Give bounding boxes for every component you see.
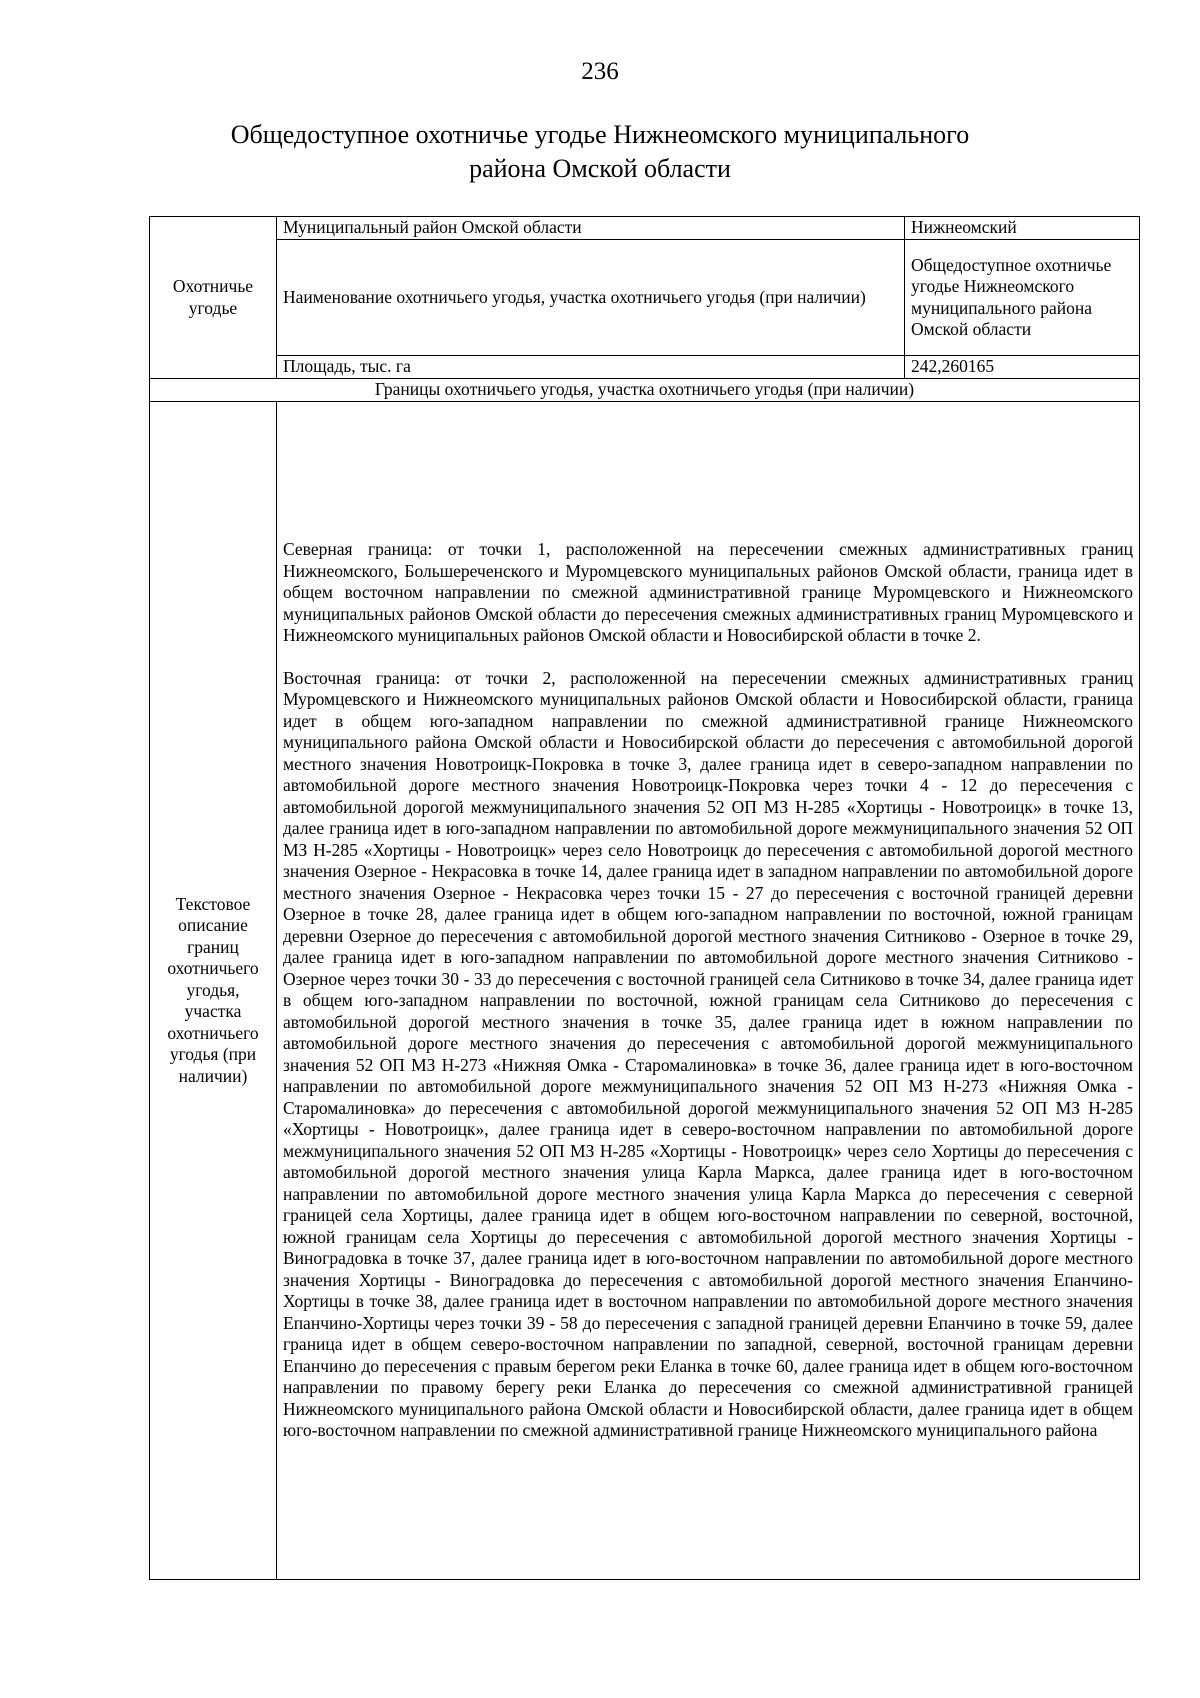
hunting-ground-label-cell: Охотничье угодье xyxy=(150,217,277,379)
table-row xyxy=(150,379,1140,402)
description-label-cell: Текстовое описание границ охотничьего угодья, участка охотничьего угодья (при наличии) xyxy=(150,402,277,1580)
document-title-line-2: района Омской области xyxy=(469,154,731,183)
northern-boundary-text: Северная граница: от точки 1, расположенной на пересечении смежных административных границ Нижнеомского, Большереченского и Муромцевского муниципальных районов Омской области, граница идет в общем восточном направлении по смежной административной границе Муромцевского и Нижнеомского муниципальных районов Омской области до пересечения смежных административных границ Муромцевского и Нижнеомского муниципальных районов Омской области и Новосибирской области в точке 2. xyxy=(283,539,1133,646)
page-number: 236 xyxy=(581,58,619,85)
district-value: Нижнеомский xyxy=(905,217,1140,240)
document-title xyxy=(0,118,1200,186)
district-label: Муниципальный район Омской области xyxy=(277,217,905,240)
eastern-boundary-text: Восточная граница: от точки 2, расположенной на пересечении смежных административных границ Муромцевского и Нижнеомского муниципальных районов Омской области и Новосибирской области, граница идет в общем юго-западном направлении по смежной административной границе Нижнеомского муниципального района Омской области и Новосибирской области до пересечения с автомобильной дорогой местного значения Новотроицк-Покровка в точке 3, далее граница идет в северо-западном направлении по автомобильной дороге местного значения Новотроицк-Покровка через точки 4 - 12 до пересечения с автомобильной дорогой межмуниципального значения 52 ОП МЗ Н-285 «Хортицы - Новотроицк» в точке 13, далее граница идет в юго-западном направлении по автомобильной дороге межмуниципального значения 52 ОП МЗ Н-285 «Хортицы - Новотроицк» через село Новотроицк до пересечения с автомобильной дорогой местного значения Озерное - Некрасовка в точке 14, далее граница идет в западном направлении по автомобильной дороге местного значения Озерное - Некрасовка через точки 15 - 27 до пересечения с восточной границей деревни Озерное в точке 28, далее граница идет в общем юго-западном направлении по восточной, южной границам деревни Озерное до пересечения с автомобильной дорогой местного значения Ситниково - Озерное в точке 29, далее граница идет в юго-западном направлении по автомобильной дороге местного значения Ситниково - Озерное через точки 30 - 33 до пересечения с восточной границей села Ситниково в точке 34, далее граница идет в общем юго-западном направлении по восточной, южной границам села Ситниково до пересечения с автомобильной дорогой местного значения в точке 35, далее граница идет в южном направлении по автомобильной дороге местного значения до пересечения с автомобильной дорогой межмуниципального значения 52 ОП МЗ Н-273 «Нижняя Омка - Старомалиновка» в точке 36, далее граница идет в юго-восточном направлении по автомобильной дороге межмуниципального значения 52 ОП МЗ Н-273 «Нижняя Омка - Старомалиновка» до пересечения с автомобильной дорогой межмуниципального значения 52 ОП МЗ Н-285 «Хортицы - Новотроицк», далее граница идет в северо-восточном направлении по автомобильной дороге межмуниципального значения 52 ОП МЗ Н-285 «Хортицы - Новотроицк» через село Хортицы до пересечения с автомобильной дорогой местного значения улица Карла Маркса, далее граница идет в юго-восточном направлении по автомобильной дороге местного значения улица Карла Маркса до пересечения с северной границей села Хортицы, далее граница идет в общем юго-восточном направлении по северной, восточной, южной границам села Хортицы до пересечения с автомобильной дорогой местного значения Хортицы - Виноградовка в точке 37, далее граница идет в юго-восточном направлении по автомобильной дороге местного значения Хортицы - Виноградовка до пересечения с автомобильной дорогой местного значения Епанчино-Хортицы в точке 38, далее граница идет в восточном направлении по автомобильной дороге местного значения Епанчино-Хортицы через точки 39 - 58 до пересечения с западной границей деревни Епанчино в точке 59, далее граница идет в общем северо-восточном направлении по западной, северной, восточной границам деревни Епанчино до пересечения с правым берегом реки Еланка в точке 60, далее граница идет в общем юго-восточном направлении по правому берегу реки Еланка до пересечения со смежной административной границей Нижнеомского муниципального района Омской области и Новосибирской области, далее граница идет в общем юго-восточном направлении по смежной административной границе Нижнеомского муниципального района xyxy=(283,667,1133,1441)
ground-name-label: Наименование охотничьего угодья, участка охотничьего угодья (при наличии) xyxy=(277,240,905,356)
table-row xyxy=(150,240,1140,356)
table-row xyxy=(150,402,1140,1580)
table-row xyxy=(150,217,1140,240)
area-value: 242,260165 xyxy=(905,356,1140,379)
hunting-ground-table xyxy=(149,216,1140,1580)
area-label: Площадь, тыс. га xyxy=(277,356,905,379)
document-title-line-1: Общедоступное охотничье угодье Нижнеомского муниципального xyxy=(230,120,970,149)
boundaries-header: Границы охотничьего угодья, участка охотничьего угодья (при наличии) xyxy=(150,379,1140,402)
boundary-description-cell xyxy=(277,402,1140,1580)
table-row xyxy=(150,356,1140,379)
ground-name-value: Общедоступное охотничье угодье Нижнеомского муниципального района Омской области xyxy=(905,240,1140,356)
